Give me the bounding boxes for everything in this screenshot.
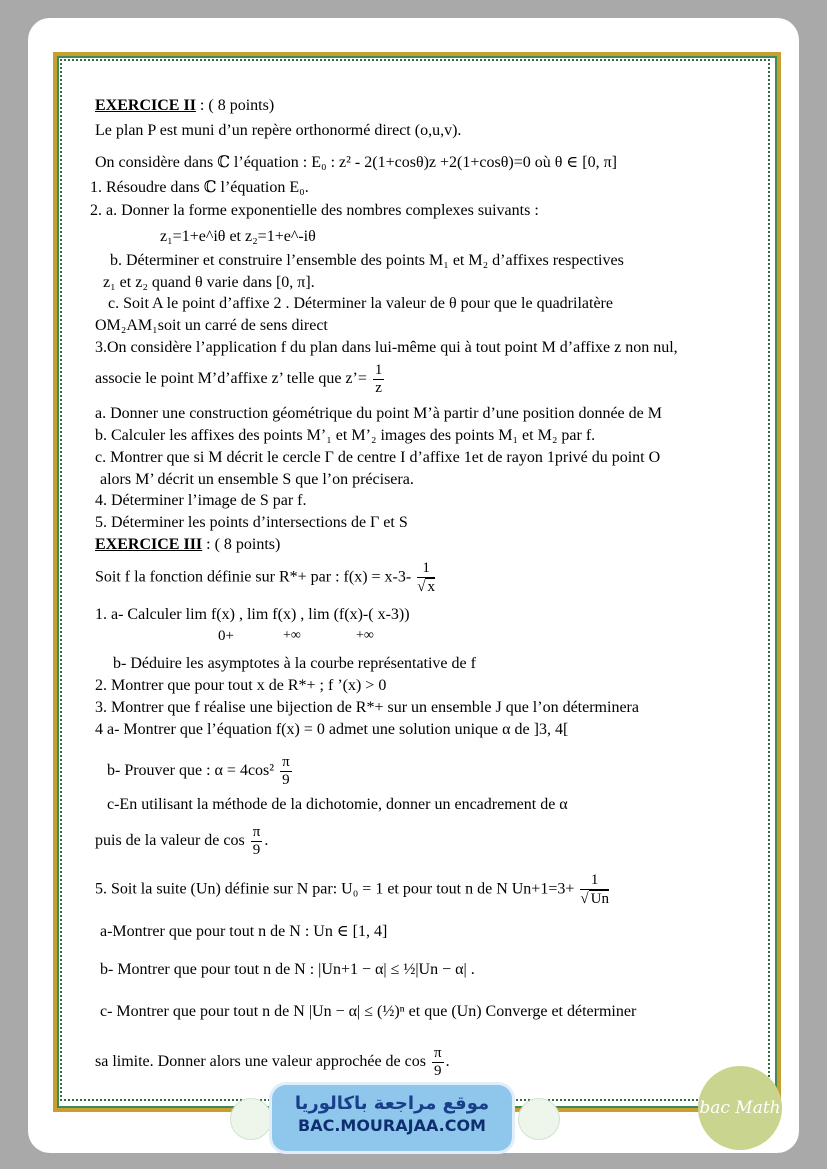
ex3-q4c: c-En utilisant la méthode de la dichotomie, donner un encadrement de α [107, 796, 568, 813]
ex2-q2c2: OM₂AM₁soit un carré de sens direct [95, 317, 328, 334]
ex2-q2a: 2. a. Donner la forme exponentielle des nombres complexes suivants : [90, 202, 539, 219]
ex2-points: : ( 8 points) [195, 97, 275, 114]
site-url[interactable]: BAC.MOURAJAA.COM [298, 1116, 486, 1135]
ex3-q5d-num: π [433, 1045, 442, 1061]
ex3-q5-den-var: Un [590, 891, 609, 907]
ex3-q5c: c- Montrer que pour tout n de N |Un − α| ≤ (½)ⁿ et que (Un) Converge et déterminer [100, 1003, 637, 1020]
ex3-q5b: b- Montrer que pour tout n de N : |Un+1 − α| ≤ ½|Un − α| . [100, 961, 475, 978]
ex2-l1b: (o,u,v) [414, 122, 458, 139]
ex3-q4b-den: 9 [282, 772, 290, 788]
ex2-q2a-z: z₁=1+e^iθ et z₂=1+e^-iθ [160, 228, 316, 245]
ex3-q5 [95, 872, 611, 908]
ex3-q5d-fraction [432, 1045, 444, 1080]
bac-math-logo: bac Math [698, 1066, 782, 1150]
ex3-q1a: 1. a- Calculer lim f(x) , lim f(x) , lim (f(x)-( x-3)) [95, 606, 410, 623]
ex3-q4c2-text: puis de la valeur de cos [95, 832, 245, 850]
ex3-q5d-text: sa limite. Donner alors une valeur approchée de cos [95, 1053, 426, 1071]
ex3-fdef-den: √ x [417, 579, 435, 595]
ex2-q2c1: c. Soit A le point d’affixe 2 . Déterminer la valeur de θ pour que le quadrilatère [108, 295, 613, 312]
ex3-q3: 3. Montrer que f réalise une bijection de R*+ sur un ensemble J que l’on déterminera [95, 699, 639, 716]
ex2-q1: 1. Résoudre dans ℂ l’équation E₀. [90, 179, 309, 196]
ex2-title: EXERCICE II [95, 97, 196, 114]
ex2-q3c1: c. Montrer que si M décrit le cercle Γ de centre I d’affixe 1et de rayon 1privé du point O [95, 449, 661, 466]
ex2-q3b-fraction [373, 362, 385, 397]
ex2-l1a: Le plan P est muni d’un repère orthonormé direct [95, 122, 411, 139]
ex3-q4a: 4 a- Montrer que l’équation f(x) = 0 admet une solution unique α de ]3, 4[ [95, 721, 569, 738]
ex2-heading [95, 97, 274, 115]
ex3-q5-text: 5. Soit la suite (Un) définie sur N par: U₀ = 1 et pour tout n de N Un+1=3+ [95, 880, 575, 898]
ex3-q4c2-fraction [251, 824, 263, 859]
ex2-q3bb: b. Calculer les affixes des points M’₁ et M’₂ images des points M₁ et M₂ par f. [95, 427, 596, 444]
ex3-fdef [95, 560, 437, 596]
ex3-q5-num: 1 [580, 872, 609, 890]
ex3-lim1: 0+ [218, 628, 234, 644]
ex3-q5-fraction [580, 872, 609, 908]
ex3-q4b-text: b- Prouver que : α = 4cos² [107, 762, 275, 780]
site-arabic-name: موقع مراجعة باكالوريا [294, 1093, 490, 1114]
ex3-q5-den: √ Un [580, 891, 609, 907]
ex3-fdef-text: Soit f la fonction définie sur R*+ par : f(x) = x-3- [95, 568, 412, 586]
ex3-q1b: b- Déduire les asymptotes à la courbe représentative de f [113, 655, 476, 672]
ex2-q2b1: b. Déterminer et construire l’ensemble des points M₁ et M₂ d’affixes respectives [110, 252, 624, 269]
ex2-q3b-den: z [375, 380, 382, 396]
ex2-q3a: a. Donner une construction géométrique du point M’à partir d’une position donnée de M [95, 405, 662, 422]
ex3-q5d-den: 9 [434, 1063, 442, 1079]
ex2-q3: 3.On considère l’application f du plan dans lui-même qui à tout point M d’affixe z non nul, [95, 339, 678, 356]
ex3-fdef-num: 1 [417, 560, 435, 578]
ex2-q3b-num: 1 [374, 362, 383, 378]
ex3-q5d: sa limite. Donner alors une valeur approchée de cos $\frac{\pi}{9}$ . [95, 1045, 450, 1079]
ex3-q4b-fraction [280, 754, 292, 789]
ex3-heading [95, 536, 280, 554]
ex3-q4b-num: π [282, 754, 290, 770]
ex2-q3b [95, 362, 386, 397]
ex3-q4c2-den: 9 [252, 842, 261, 858]
ex3-fdef-den-var: x [427, 579, 435, 595]
ex3-q5a: a-Montrer que pour tout n de N : Un ∈ [1, 4] [100, 923, 388, 940]
ex2-q4: 4. Déterminer l’image de S par f. [95, 492, 307, 509]
ex2-line1: Le plan P est muni d’un repère orthonormé direct (o,u,v). [95, 122, 462, 139]
ex3-points: : ( 8 points) [202, 536, 281, 553]
right-logo-icon [518, 1098, 560, 1140]
ex3-q2: 2. Montrer que pour tout x de R*+ ; f ’(x) > 0 [95, 677, 387, 694]
site-badge[interactable] [272, 1085, 512, 1151]
ex2-q5: 5. Déterminer les points d’intersections de Γ et S [95, 514, 408, 531]
ex3-q4c2: puis de la valeur de cos $\frac{\pi}{9}$ . [95, 824, 269, 858]
ex2-q2b2: z₁ et z₂ quand θ varie dans [0, π]. [103, 274, 315, 291]
left-logo-icon [230, 1098, 272, 1140]
ex2-line2: On considère dans ℂ l’équation : E₀ : z² - 2(1+cosθ)z +2(1+cosθ)=0 où θ ∈ [0, π] [95, 154, 617, 171]
ex3-lim2: +∞ [283, 628, 301, 643]
ex2-q3c2: alors M’ décrit un ensemble S que l’on précisera. [100, 471, 414, 488]
ex3-fdef-fraction [417, 560, 435, 596]
ex2-q3b-text: associe le point M’d’affixe z’ telle que z’= [95, 370, 367, 388]
ex3-q4c2-num: π [252, 824, 261, 840]
ex3-lim3: +∞ [356, 628, 374, 643]
ex3-q4b [107, 754, 294, 789]
ex3-title: EXERCICE III [95, 536, 203, 553]
